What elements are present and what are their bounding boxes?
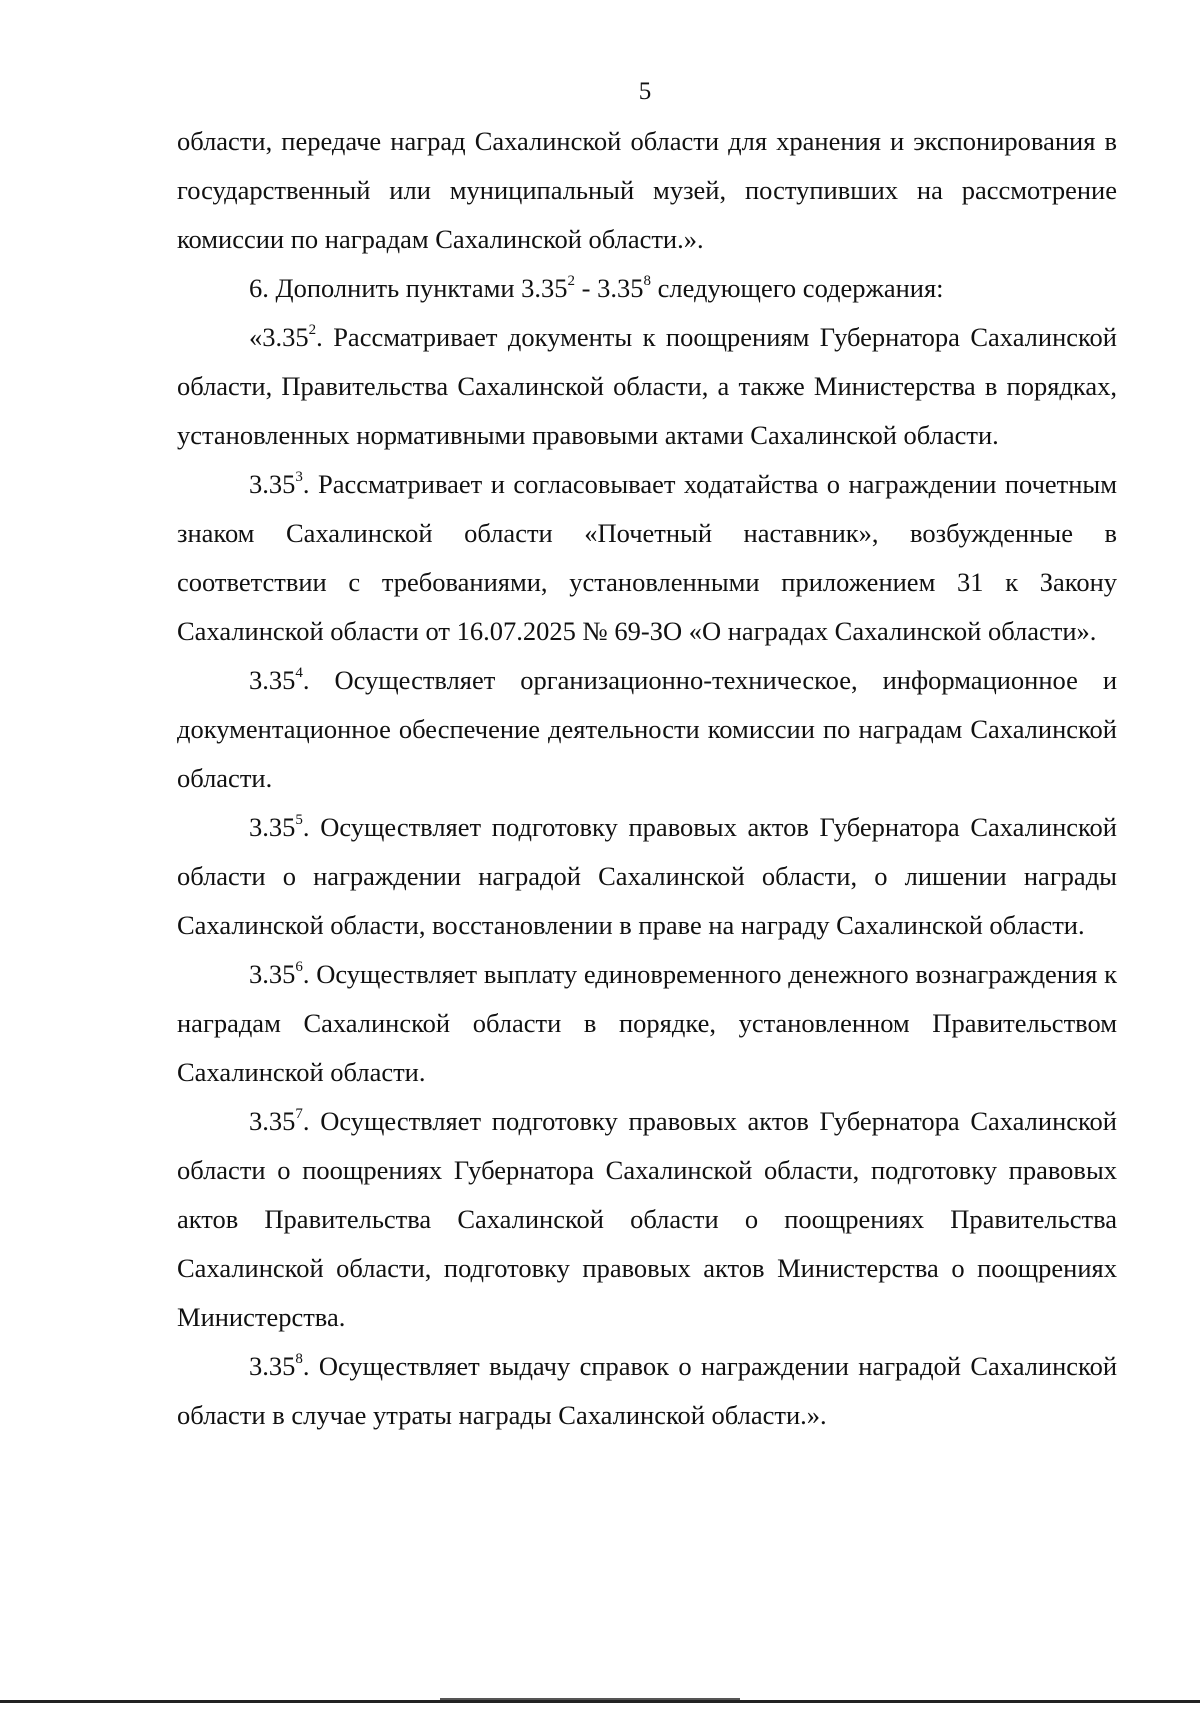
clause-number: 3.35 xyxy=(249,959,296,989)
clause-3-35-2 xyxy=(177,313,1117,460)
clause-superscript: 7 xyxy=(295,1106,303,1123)
clause-number: 3.35 xyxy=(249,469,296,499)
clause-number: 3.35 xyxy=(249,1106,296,1136)
clause-text: . Осуществляет выдачу справок о награждении наградой Сахалинской области в случае утраты награды Сахалинской области.». xyxy=(177,1351,1117,1430)
clause-text: . Осуществляет подготовку правовых актов Губернатора Сахалинской области о награждении наградой Сахалинской области, о лишении награды Сахалинской области, восстановлении в праве на награду Сахалинской области. xyxy=(177,812,1117,940)
clause-text: . Рассматривает документы к поощрениям Губернатора Сахалинской области, Правительства Сахалинской области, а также Министерства в порядках, установленных нормативными правовыми актами Сахалинской области. xyxy=(177,322,1117,450)
clause-3-35-8 xyxy=(177,1342,1117,1440)
clause-superscript: 5 xyxy=(295,812,303,829)
scan-edge-line xyxy=(0,1700,1200,1703)
clause-number: «3.35 xyxy=(249,322,309,352)
item-6-sup-a: 2 xyxy=(567,273,576,290)
document-body xyxy=(177,117,1117,1440)
clause-superscript: 6 xyxy=(295,959,303,976)
clause-text: . Рассматривает и согласовывает ходатайства о награждении почетным знаком Сахалинской области «Почетный наставник», возбужденные в соответствии с требованиями, установленными приложением 31 к Закону Сахалинской области от 16.07.2025 № 69-ЗО «О наградах Сахалинской области». xyxy=(177,469,1117,646)
clause-text: . Осуществляет организационно-техническое, информационное и документационное обеспечение деятельности комиссии по наградам Сахалинской области. xyxy=(177,665,1117,793)
item-6-text-c: следующего содержания: xyxy=(651,273,944,303)
clause-3-35-5 xyxy=(177,803,1117,950)
clause-text: . Осуществляет подготовку правовых актов Губернатора Сахалинской области о поощрениях Губернатора Сахалинской области, подготовку правовых актов Правительства Сахалинской области о поощрениях Правительства Сахалинской области, подготовку правовых актов Министерства о поощрениях Министерства. xyxy=(177,1106,1117,1332)
item-6-text-a: 6. Дополнить пунктами 3.35 xyxy=(249,273,568,303)
clause-number: 3.35 xyxy=(249,1351,296,1381)
scan-edge-mark xyxy=(440,1698,740,1700)
item-6-paragraph xyxy=(177,264,1117,313)
clause-superscript: 4 xyxy=(295,665,303,682)
clause-number: 3.35 xyxy=(249,812,296,842)
clause-3-35-3 xyxy=(177,460,1117,656)
clause-number: 3.35 xyxy=(249,665,296,695)
clause-superscript: 8 xyxy=(295,1351,303,1368)
clause-3-35-4 xyxy=(177,656,1117,803)
page-number: 5 xyxy=(638,78,652,105)
item-6-text-b: - 3.35 xyxy=(575,273,644,303)
continuation-paragraph: области, передаче наград Сахалинской области для хранения и экспонирования в государственный или муниципальный музей, поступивших на рассмотрение комиссии по наградам Сахалинской области.». xyxy=(177,126,1117,254)
clause-3-35-7 xyxy=(177,1097,1117,1342)
clause-3-35-6 xyxy=(177,950,1117,1097)
clause-superscript: 3 xyxy=(295,469,303,486)
clause-text: . Осуществляет выплату единовременного денежного вознаграждения к наградам Сахалинской области в порядке, установленном Правительством Сахалинской области. xyxy=(177,959,1117,1087)
item-6-sup-b: 8 xyxy=(643,273,651,290)
clause-superscript: 2 xyxy=(308,322,317,339)
